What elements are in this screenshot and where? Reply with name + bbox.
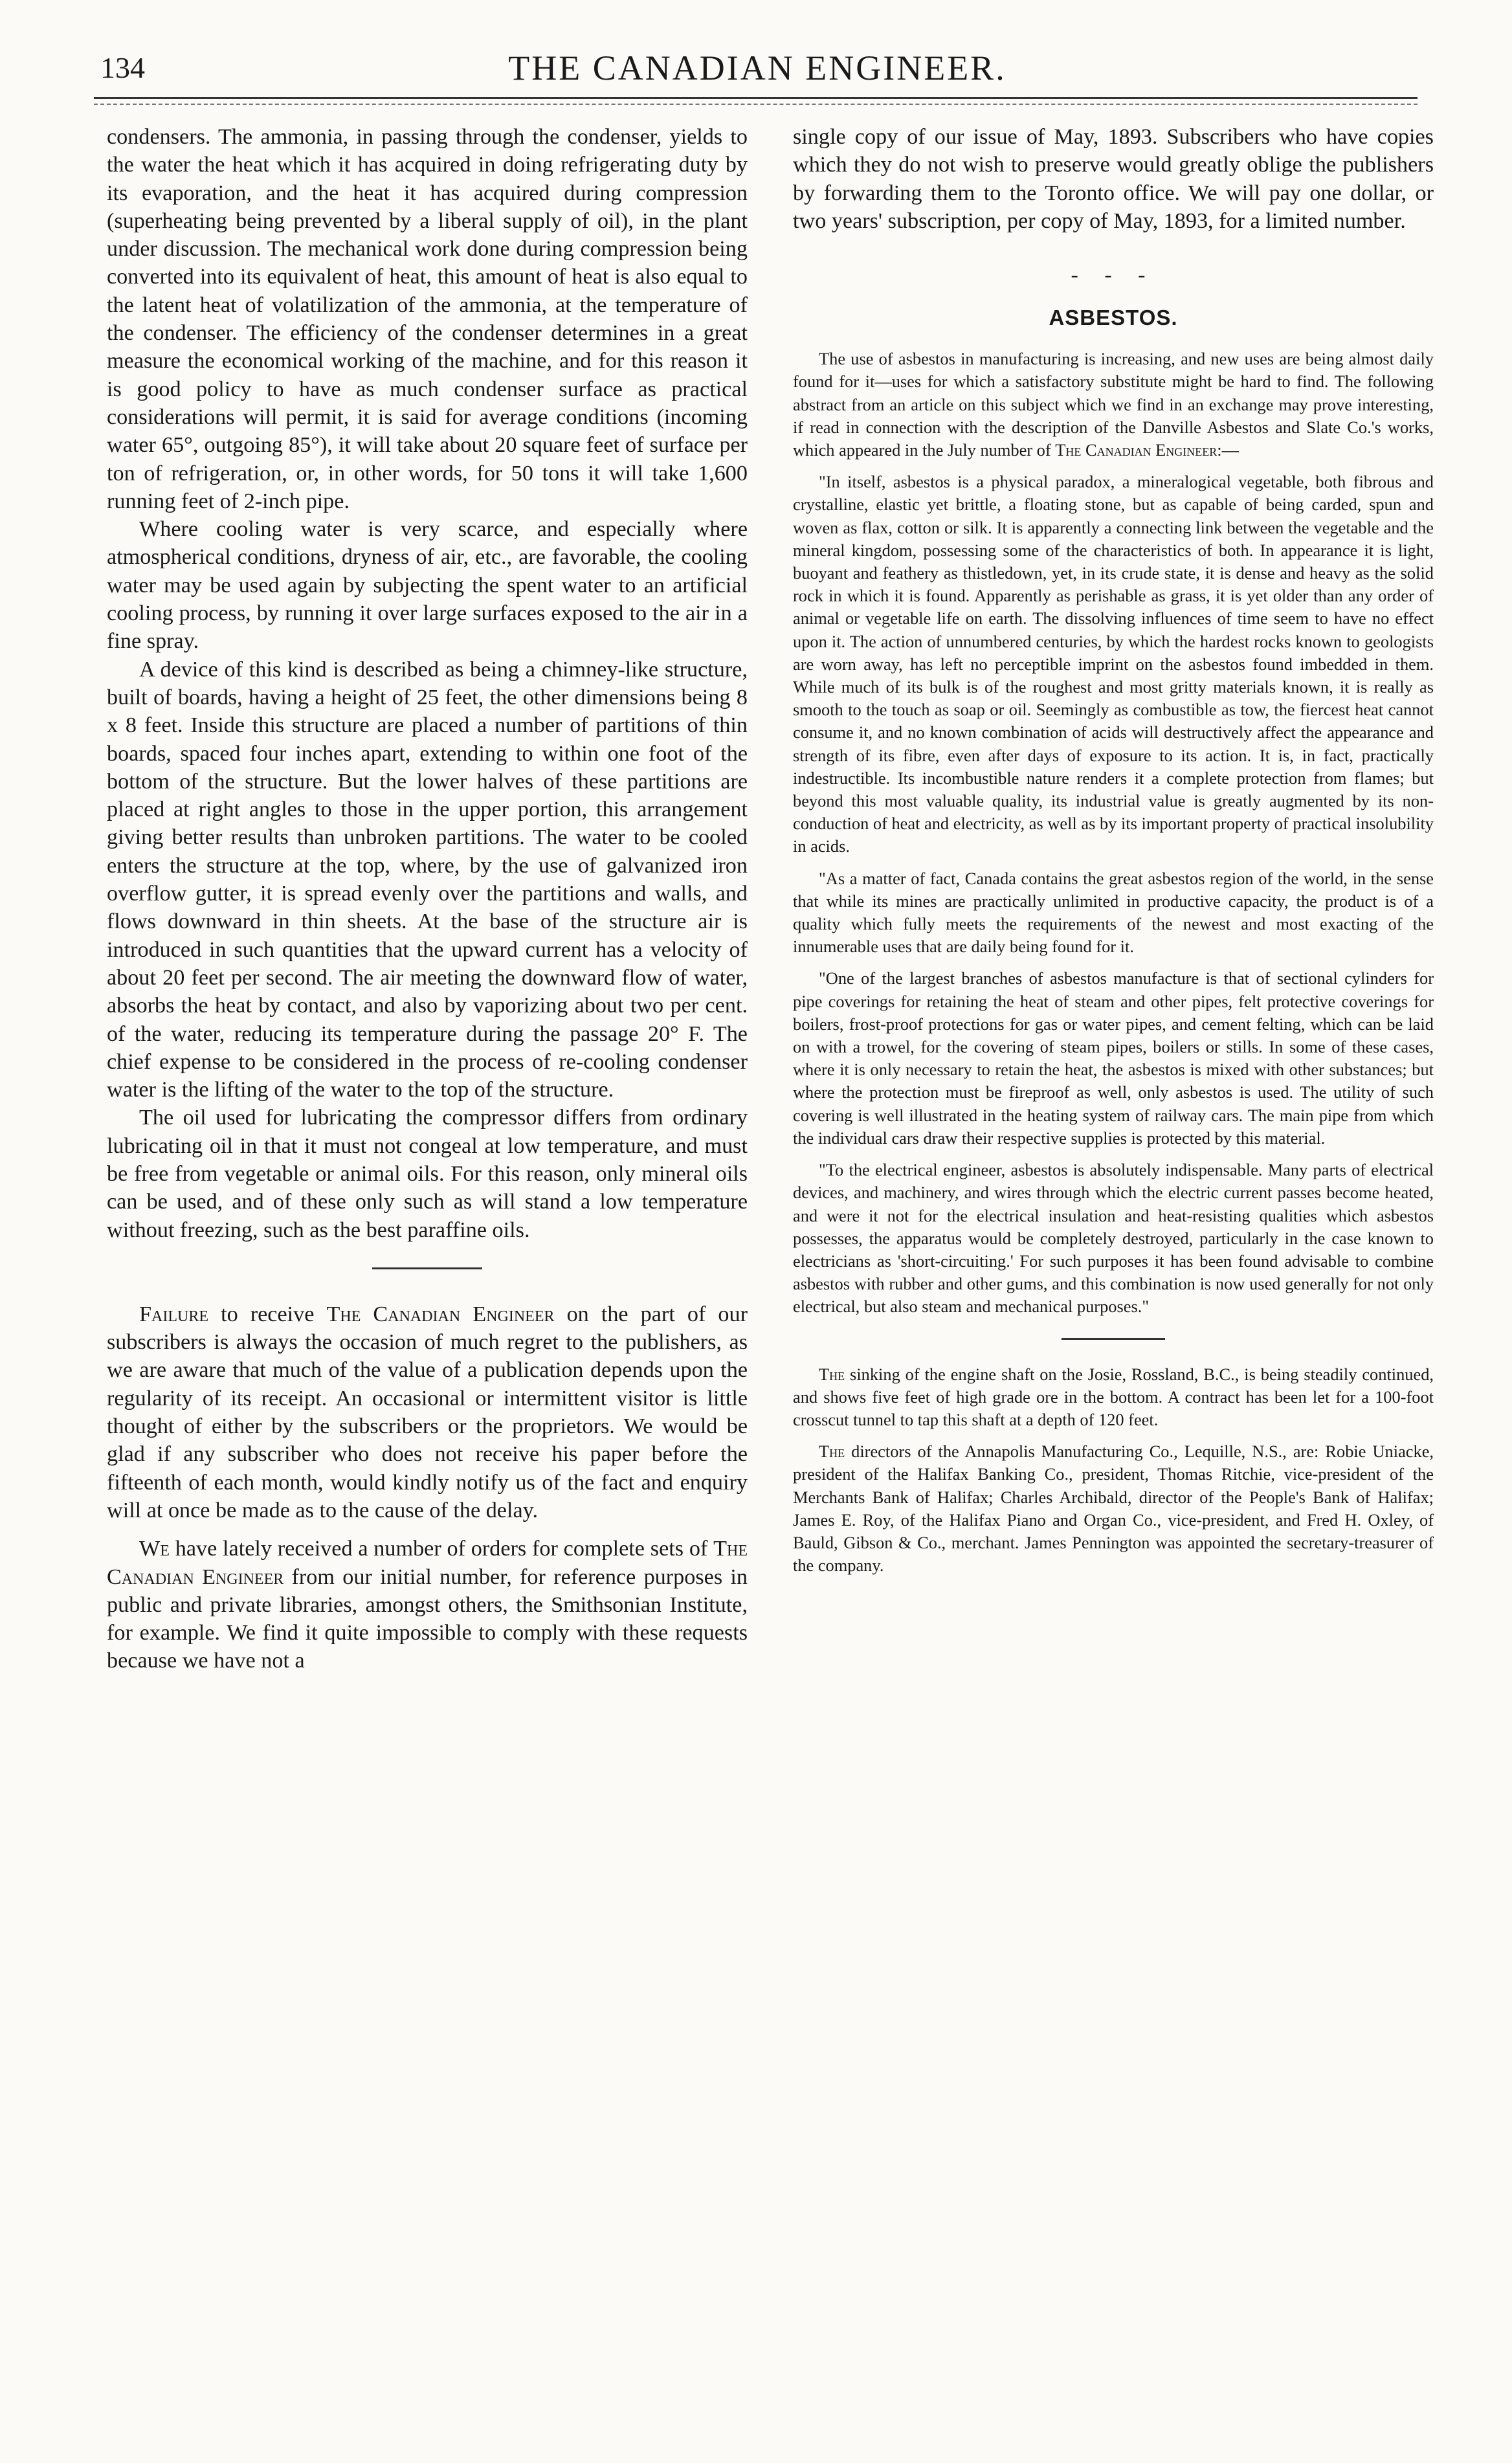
right-column [793,123,1434,1577]
journal-name: The Canadian Engineer [107,1537,748,1589]
page-number: 134 [100,51,145,84]
dash-separator: - - - [1071,263,1156,287]
paragraph-lubricating-oil: The oil used for lubricating the compressor differs from ordinary lubricating oil in that it must not congeal at low temperature, and must be free from vegetable or animal oils. For this reason, only mineral oils can be used, and of these only such as will stand a low temperature without freezing, such as the best paraffine oils. [107,1106,748,1242]
paragraph-cooling-device: A device of this kind is described as being a chimney-like structure, built of boards, having a height of 25 feet, the other dimensions being 8 x 8 feet. Inside this structure are placed a number of partitions of thin boards, spaced four inches apart, extending to within one foot of the bottom of the structure. But the lower halves of these partitions are placed at right angles to those in the upper portion, this arrangement giving better results than unbroken partitions. The water to be cooled enters the structure at the top, where, by the use of galvanized iron overflow gutter, it is spread evenly over the partitions and walls, and flows downward in thin sheets. At the base of the structure air is introduced in such quantities that the upward current has a velocity of about 20 feet per second. The air meeting the downward flow of water, absorbs the heat by contact, and also by vaporizing about two per cent. of the water, reducing its temperature during the passage 20° F. The chief expense to be considered in the process of re-cooling condenser water is the lifting of the water to the top of the structure. [107,657,748,1102]
asbestos-electrical: "To the electrical engineer, asbestos is absolutely indispensable. Many parts of electrical devices, and machinery, and wires through which the electric current passes become heated, and were it not for the electrical insulation and heat-resisting qualities which asbestos possesses, the apparatus would be completely destroyed, particularly in the case known to electricians as 'short-circuiting.' For such purposes it has been found advisable to combine asbestos with rubber and other gums, and this combination is now used generally for not only electrical, but also steam and mechanical purposes." [793,1160,1434,1317]
asbestos-heading: ASBESTOS. [1049,306,1178,330]
page-header [100,45,1414,91]
news-josie-shaft: The sinking of the engine shaft on the Josie, Rossland, B.C., is being steadily continued, and shows five feet of high grade ore in the bottom. A contract has been let for a 100-foot crosscut tunnel to tap this shaft at a depth of 120 feet. [793,1364,1434,1429]
header-rule [94,97,1418,99]
header-rule-dashed [94,104,1418,105]
asbestos-paradox: "In itself, asbestos is a physical paradox, a mineralogical vegetable, both fibrous and crystalline, elastic yet brittle, a floating stone, but as capable of being carded, spun and woven as flax, cotton or silk. It is apparently a connecting link between the vegetable and the mineral kingdom, possessing some of the characteristics of both. In appearance it is light, buoyant and feathery as thistledown, yet, in its crude state, it is dense and heavy as the solid rock in which it is found. Apparently as perishable as grass, it is yet older than any order of animal or vegetable life on earth. The dissolving influences of time seem to have no effect upon it. The action of unnumbered centuries, by which the hardest rocks known to geologists are worn away, has left no perceptible imprint on the asbestos found imbedded in them. While much of its bulk is of the roughest and most gritty materials known, it is really as smooth to the touch as soap or oil. Seemingly as combustible as tow, the fiercest heat cannot consume it, and no known combination of acids will destructively affect the appearance and strength of its fibre, even after days of exposure to its action. It is, in fact, practically indestructible. Its incombustible nature renders it a complete protection from flames; but beyond this most valuable quality, its industrial value is greatly augmented by its non-conduction of heat and electricity, as well as by its important property of practical insolubility in acids. [793,472,1434,856]
left-column [107,123,748,1675]
paragraph-condensers: condensers. The ammonia, in passing through the condenser, yields to the water the heat which it has acquired in doing refrigerating duty by its evaporation, and the heat it has acquired during compression (superheating being prevented by a liberal supply of oil), in the plant under discussion. The mechanical work done during compression being converted into its equivalent of heat, this amount of heat is also equal to the latent heat of volatilization of the ammonia, at the temperature of the condenser. The efficiency of the condenser determines in a great measure the economical working of the machine, and for this reason it is good policy to have as much condenser surface as practical considerations will permit, it is said for average conditions (incoming water 65°, outgoing 85°), it will take about 20 square feet of surface per ton of refrigeration, or, in other words, for 50 tons it will take 1,600 running feet of 2-inch pipe. [107,125,748,513]
lead-word: Failure [139,1302,208,1326]
paragraph-cooling-water: Where cooling water is very scarce, and especially where atmospherical conditions, dryness of air, etc., are favorable, the cooling water may be used again by subjecting the spent water to an artificial cooling process, by running it over large surfaces exposed to the air in a fine spray. [107,517,748,654]
journal-title: THE CANADIAN ENGINEER. [508,49,1006,87]
news-annapolis-directors: The directors of the Annapolis Manufacturing Co., Lequille, N.S., are: Robie Uniacke, president of the Halifax Banking Co., president, Thomas Ritchie, vice-president of the Merchants Bank of Halifax; Charles Archibald, director of the People's Bank of Halifax; James E. Roy, of the Halifax Piano and Organ Co., vice-president, and Fred H. Oxley, of Bauld, Gibson & Co., merchant. James Pennington was appointed the secretary-treasurer of the company. [793,1442,1434,1576]
paragraph-orders-notice: We have lately received a number of orders for complete sets of The Canadian Engineer from our initial number, for reference purposes in public and private libraries, amongst others, the Smithsonian Institute, for example. We find it quite impossible to comply with these requests because we have not a [107,1537,748,1673]
lead-word: The [819,1364,845,1384]
lead-word: We [139,1537,170,1561]
lead-word: The [819,1442,845,1462]
asbestos-intro: The use of asbestos in manufacturing is increasing, and new uses are being almost daily found for it—uses for which a satisfactory substitute might be hard to find. The following abstract from an article on this subject which we find in an exchange may prove interesting, if read in connection with the description of the Danville Asbestos and Slate Co.'s works, which appeared in the July number of The Canadian Engineer:— [793,349,1434,460]
section-divider [1062,1338,1165,1340]
paragraph-continued: single copy of our issue of May, 1893. Subscribers who have copies which they do not wish to preserve would greatly oblige the publishers by forwarding them to the Toronto office. We will pay one dollar, or two years' subscription, per copy of May, 1893, for a limited number. [793,125,1434,233]
asbestos-canada: "As a matter of fact, Canada contains the great asbestos region of the world, in the sense that while its mines are practically unlimited in productive capacity, the product is of a quality which fully meets the requirements of the newest and most exacting of the innumerable uses that are daily being found for it. [793,868,1434,957]
asbestos-pipe-coverings: "One of the largest branches of asbestos manufacture is that of sectional cylinders for pipe coverings for retaining the heat of steam and other pipes, felt protective coverings for boilers, frost-proof protections for gas or water pipes, and cement felting, which can be laid on with a trowel, for the covering of steam pipes, boilers or stills. In some of these cases, where it is only necessary to retain the heat, the asbestos is mixed with other substances; but where the protection must be fireproof as well, only asbestos is used. The utility of such covering is well illustrated in the heating system of railway cars. The main pipe from which the individual cars draw their respective supplies is protected by this material. [793,968,1434,1148]
section-divider [372,1267,482,1269]
journal-name: The Canadian Engineer [1055,440,1217,460]
journal-name: The Canadian Engineer [326,1302,555,1326]
paragraph-failure-notice: Failure to receive The Canadian Engineer on the part of our subscribers is always the occasion of much regret to the publishers, as we are aware that much of the value of a publication depends upon the regularity of its receipt. An occasional or intermittent visitor is little thought of either by the subscribers or the proprietors. We would be glad if any subscriber who does not receive his paper before the fifteenth of each month, would kindly notify us of the fact and enquiry will at once be made as to the cause of the delay. [107,1302,748,1522]
